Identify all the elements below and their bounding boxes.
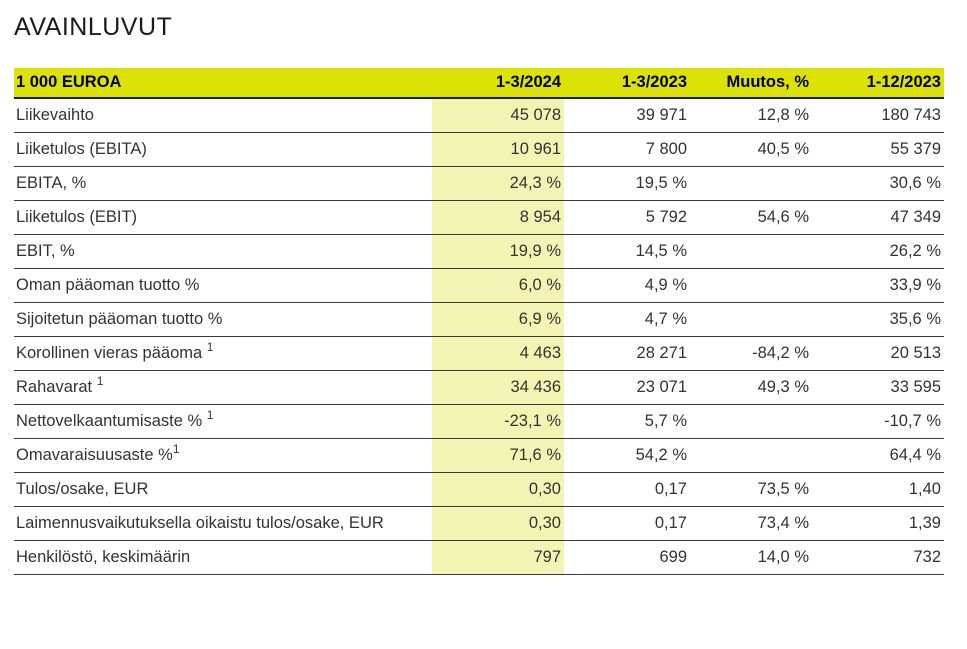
value-2023full: 55 379 <box>812 133 944 167</box>
value-2023full: 30,6 % <box>812 167 944 201</box>
value-2023full: 26,2 % <box>812 235 944 269</box>
table-row <box>14 167 944 201</box>
value-2023q1: 5,7 % <box>564 405 690 439</box>
column-header-unit: 1 000 EUROA <box>14 68 432 98</box>
value-change <box>690 235 812 269</box>
row-label: Omavaraisuusaste %$^1$ <box>14 439 432 473</box>
value-change: -84,2 % <box>690 337 812 371</box>
value-2023q1: 0,17 <box>564 473 690 507</box>
table-row <box>14 541 944 575</box>
table-header-row <box>14 68 944 98</box>
value-2023q1: 39 971 <box>564 98 690 133</box>
value-change <box>690 405 812 439</box>
column-header-change: Muutos, % <box>690 68 812 98</box>
value-2024q1: 797 <box>432 541 564 575</box>
value-2023full: 732 <box>812 541 944 575</box>
value-change: 40,5 % <box>690 133 812 167</box>
value-2024q1: 24,3 % <box>432 167 564 201</box>
value-2023q1: 4,7 % <box>564 303 690 337</box>
value-2023full: 33,9 % <box>812 269 944 303</box>
row-label: Liikevaihto <box>14 98 432 133</box>
footnote-marker: 1 <box>96 373 104 388</box>
row-label: Liiketulos (EBITA) <box>14 133 432 167</box>
row-label: Liiketulos (EBIT) <box>14 201 432 235</box>
value-2024q1: 4 463 <box>432 337 564 371</box>
row-label: Sijoitetun pääoman tuotto % <box>14 303 432 337</box>
row-label: Rahavarat $^1$ <box>14 371 432 405</box>
row-label: Tulos/osake, EUR <box>14 473 432 507</box>
value-2023q1: 0,17 <box>564 507 690 541</box>
value-2023full: 35,6 % <box>812 303 944 337</box>
column-header-2024q1: 1-3/2024 <box>432 68 564 98</box>
table-row <box>14 133 944 167</box>
table-row <box>14 473 944 507</box>
table-row <box>14 269 944 303</box>
value-change <box>690 439 812 473</box>
value-2023full: 64,4 % <box>812 439 944 473</box>
row-label: EBIT, % <box>14 235 432 269</box>
value-2023q1: 7 800 <box>564 133 690 167</box>
value-change: 12,8 % <box>690 98 812 133</box>
value-2024q1: -23,1 % <box>432 405 564 439</box>
value-2023q1: 23 071 <box>564 371 690 405</box>
column-header-2023full: 1-12/2023 <box>812 68 944 98</box>
value-2024q1: 34 436 <box>432 371 564 405</box>
column-header-2023q1: 1-3/2023 <box>564 68 690 98</box>
footnote-marker: 1 <box>172 441 180 456</box>
value-2023q1: 14,5 % <box>564 235 690 269</box>
value-2023full: 180 743 <box>812 98 944 133</box>
value-change <box>690 167 812 201</box>
value-change: 73,4 % <box>690 507 812 541</box>
value-2023q1: 28 271 <box>564 337 690 371</box>
row-label: Oman pääoman tuotto % <box>14 269 432 303</box>
table-row <box>14 439 944 473</box>
value-2024q1: 10 961 <box>432 133 564 167</box>
value-change: 54,6 % <box>690 201 812 235</box>
value-2024q1: 45 078 <box>432 98 564 133</box>
value-2023q1: 5 792 <box>564 201 690 235</box>
value-2023full: 20 513 <box>812 337 944 371</box>
value-2023full: -10,7 % <box>812 405 944 439</box>
row-label: Nettovelkaantumisaste % $^1$ <box>14 405 432 439</box>
value-2023full: 33 595 <box>812 371 944 405</box>
value-2023q1: 54,2 % <box>564 439 690 473</box>
page-title: AVAINLUVUT <box>14 13 173 41</box>
row-label: Laimennusvaikutuksella oikaistu tulos/osake, EUR <box>14 507 432 541</box>
value-change <box>690 303 812 337</box>
value-2023q1: 4,9 % <box>564 269 690 303</box>
value-2024q1: 8 954 <box>432 201 564 235</box>
table-row <box>14 98 944 133</box>
footnote-marker: 1 <box>206 339 214 354</box>
value-2024q1: 6,9 % <box>432 303 564 337</box>
value-2023full: 47 349 <box>812 201 944 235</box>
value-2024q1: 19,9 % <box>432 235 564 269</box>
table-row <box>14 201 944 235</box>
value-2023full: 1,40 <box>812 473 944 507</box>
value-change: 49,3 % <box>690 371 812 405</box>
table-row <box>14 371 944 405</box>
table-row <box>14 337 944 371</box>
footnote-marker: 1 <box>206 407 214 422</box>
table-row <box>14 405 944 439</box>
key-figures-table <box>14 68 944 575</box>
value-2024q1: 0,30 <box>432 507 564 541</box>
row-label: Henkilöstö, keskimäärin <box>14 541 432 575</box>
table-header <box>14 68 944 98</box>
row-label: Korollinen vieras pääoma $^1$ <box>14 337 432 371</box>
value-change: 14,0 % <box>690 541 812 575</box>
table-body <box>14 98 944 575</box>
value-2024q1: 6,0 % <box>432 269 564 303</box>
value-2023full: 1,39 <box>812 507 944 541</box>
row-label: EBITA, % <box>14 167 432 201</box>
table-row <box>14 235 944 269</box>
value-2023q1: 699 <box>564 541 690 575</box>
value-change: 73,5 % <box>690 473 812 507</box>
value-change <box>690 269 812 303</box>
value-2023q1: 19,5 % <box>564 167 690 201</box>
table-row <box>14 303 944 337</box>
value-2024q1: 0,30 <box>432 473 564 507</box>
value-2024q1: 71,6 % <box>432 439 564 473</box>
table-row <box>14 507 944 541</box>
